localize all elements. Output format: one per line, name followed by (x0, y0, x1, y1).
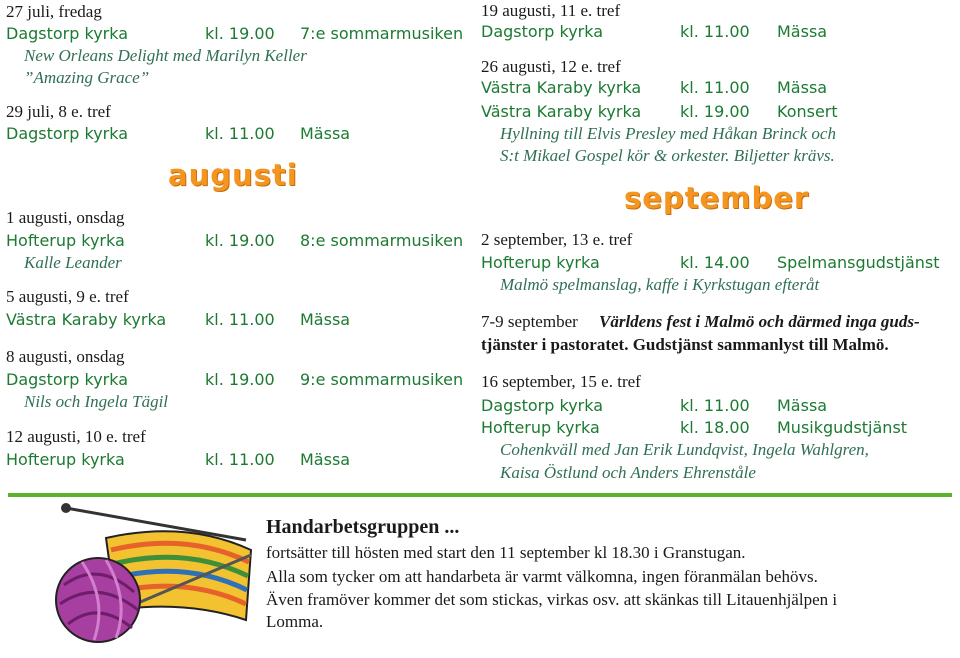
month-heading-august: augusti (168, 158, 298, 192)
paragraph-line: Alla som tycker om att handarbeta är varmt välkomna, ingen föranmälan behövs. (266, 567, 818, 586)
event-note: Cohenkväll med Jan Erik Lundqvist, Ingela Wahlgren, (500, 440, 869, 459)
church-name: Dagstorp kyrka (481, 22, 604, 41)
event-time: kl. 11.00 (680, 78, 750, 97)
event-type: Musikgudstjänst (777, 418, 908, 437)
church-name: Dagstorp kyrka (6, 370, 129, 389)
event-time: kl. 18.00 (680, 418, 750, 437)
event-date: 16 september, 15 e. tref (481, 372, 641, 391)
event-time: kl. 19.00 (205, 24, 275, 43)
section-title: Handarbetsgruppen ... (266, 516, 460, 538)
event-type: Konsert (777, 102, 838, 121)
paragraph-line: fortsätter till hösten med start den 11 september kl 18.30 i Granstugan. (266, 543, 746, 562)
event-date: 27 juli, fredag (6, 2, 102, 21)
event-time: kl. 19.00 (205, 370, 275, 389)
event-type: 9:e sommarmusiken (300, 370, 464, 389)
event-type: Mässa (300, 124, 351, 143)
event-type: Mässa (777, 78, 828, 97)
church-name: Dagstorp kyrka (6, 24, 129, 43)
church-name: Dagstorp kyrka (6, 124, 129, 143)
month-heading-september: september (624, 181, 810, 215)
church-name: Dagstorp kyrka (481, 396, 604, 415)
event-note: Kalle Leander (24, 253, 122, 272)
event-time: kl. 19.00 (205, 231, 275, 250)
event-time: kl. 19.00 (680, 102, 750, 121)
event-date: 7-9 september (481, 312, 578, 331)
paragraph-line: Även framöver kommer det som stickas, virkas osv. att skänkas till Litauenhjälpen i (266, 590, 838, 609)
event-type: Mässa (777, 396, 828, 415)
church-name: Hofterup kyrka (481, 253, 600, 272)
event-note: Nils och Ingela Tägil (24, 392, 169, 411)
event-note: Malmö spelmanslag, kaffe i Kyrkstugan efteråt (500, 275, 820, 294)
event-text: tjänster i pastoratet. Gudstjänst sammanlyst till Malmö. (481, 335, 889, 354)
church-name: Hofterup kyrka (481, 418, 600, 437)
church-name: Västra Karaby kyrka (481, 102, 642, 121)
event-date: 2 september, 13 e. tref (481, 230, 633, 249)
church-name: Västra Karaby kyrka (481, 78, 642, 97)
event-type: Mässa (300, 450, 351, 469)
event-time: kl. 11.00 (205, 450, 275, 469)
event-date: 26 augusti, 12 e. tref (481, 57, 621, 76)
knitting-yarn-icon (46, 500, 256, 650)
event-note: ”Amazing Grace” (24, 68, 150, 87)
event-date: 12 augusti, 10 e. tref (6, 427, 146, 446)
section-divider (8, 493, 952, 497)
event-time: kl. 11.00 (205, 124, 275, 143)
church-name: Hofterup kyrka (6, 231, 125, 250)
event-time: kl. 14.00 (680, 253, 750, 272)
event-text: Världens fest i Malmö och därmed inga guds- (599, 312, 920, 331)
event-date: 19 augusti, 11 e. tref (481, 1, 621, 20)
event-date: 29 juli, 8 e. tref (6, 102, 111, 121)
event-type: 8:e sommarmusiken (300, 231, 464, 250)
event-date: 5 augusti, 9 e. tref (6, 287, 129, 306)
church-name: Hofterup kyrka (6, 450, 125, 469)
event-date: 1 augusti, onsdag (6, 208, 125, 227)
event-time: kl. 11.00 (205, 310, 275, 329)
event-time: kl. 11.00 (680, 22, 750, 41)
event-date: 8 augusti, onsdag (6, 347, 125, 366)
event-time: kl. 11.00 (680, 396, 750, 415)
event-note: Kaisa Östlund och Anders Ehrenståle (500, 463, 756, 482)
event-note: Hyllning till Elvis Presley med Håkan Brinck och (500, 124, 836, 143)
event-note: S:t Mikael Gospel kör & orkester. Biljetter krävs. (500, 146, 835, 165)
event-type: 7:e sommarmusiken (300, 24, 464, 43)
event-note: New Orleans Delight med Marilyn Keller (24, 46, 307, 65)
church-name: Västra Karaby kyrka (6, 310, 167, 329)
paragraph-line: Lomma. (266, 612, 324, 631)
event-type: Mässa (777, 22, 828, 41)
event-type: Mässa (300, 310, 351, 329)
event-type: Spelmansgudstjänst (777, 253, 940, 272)
